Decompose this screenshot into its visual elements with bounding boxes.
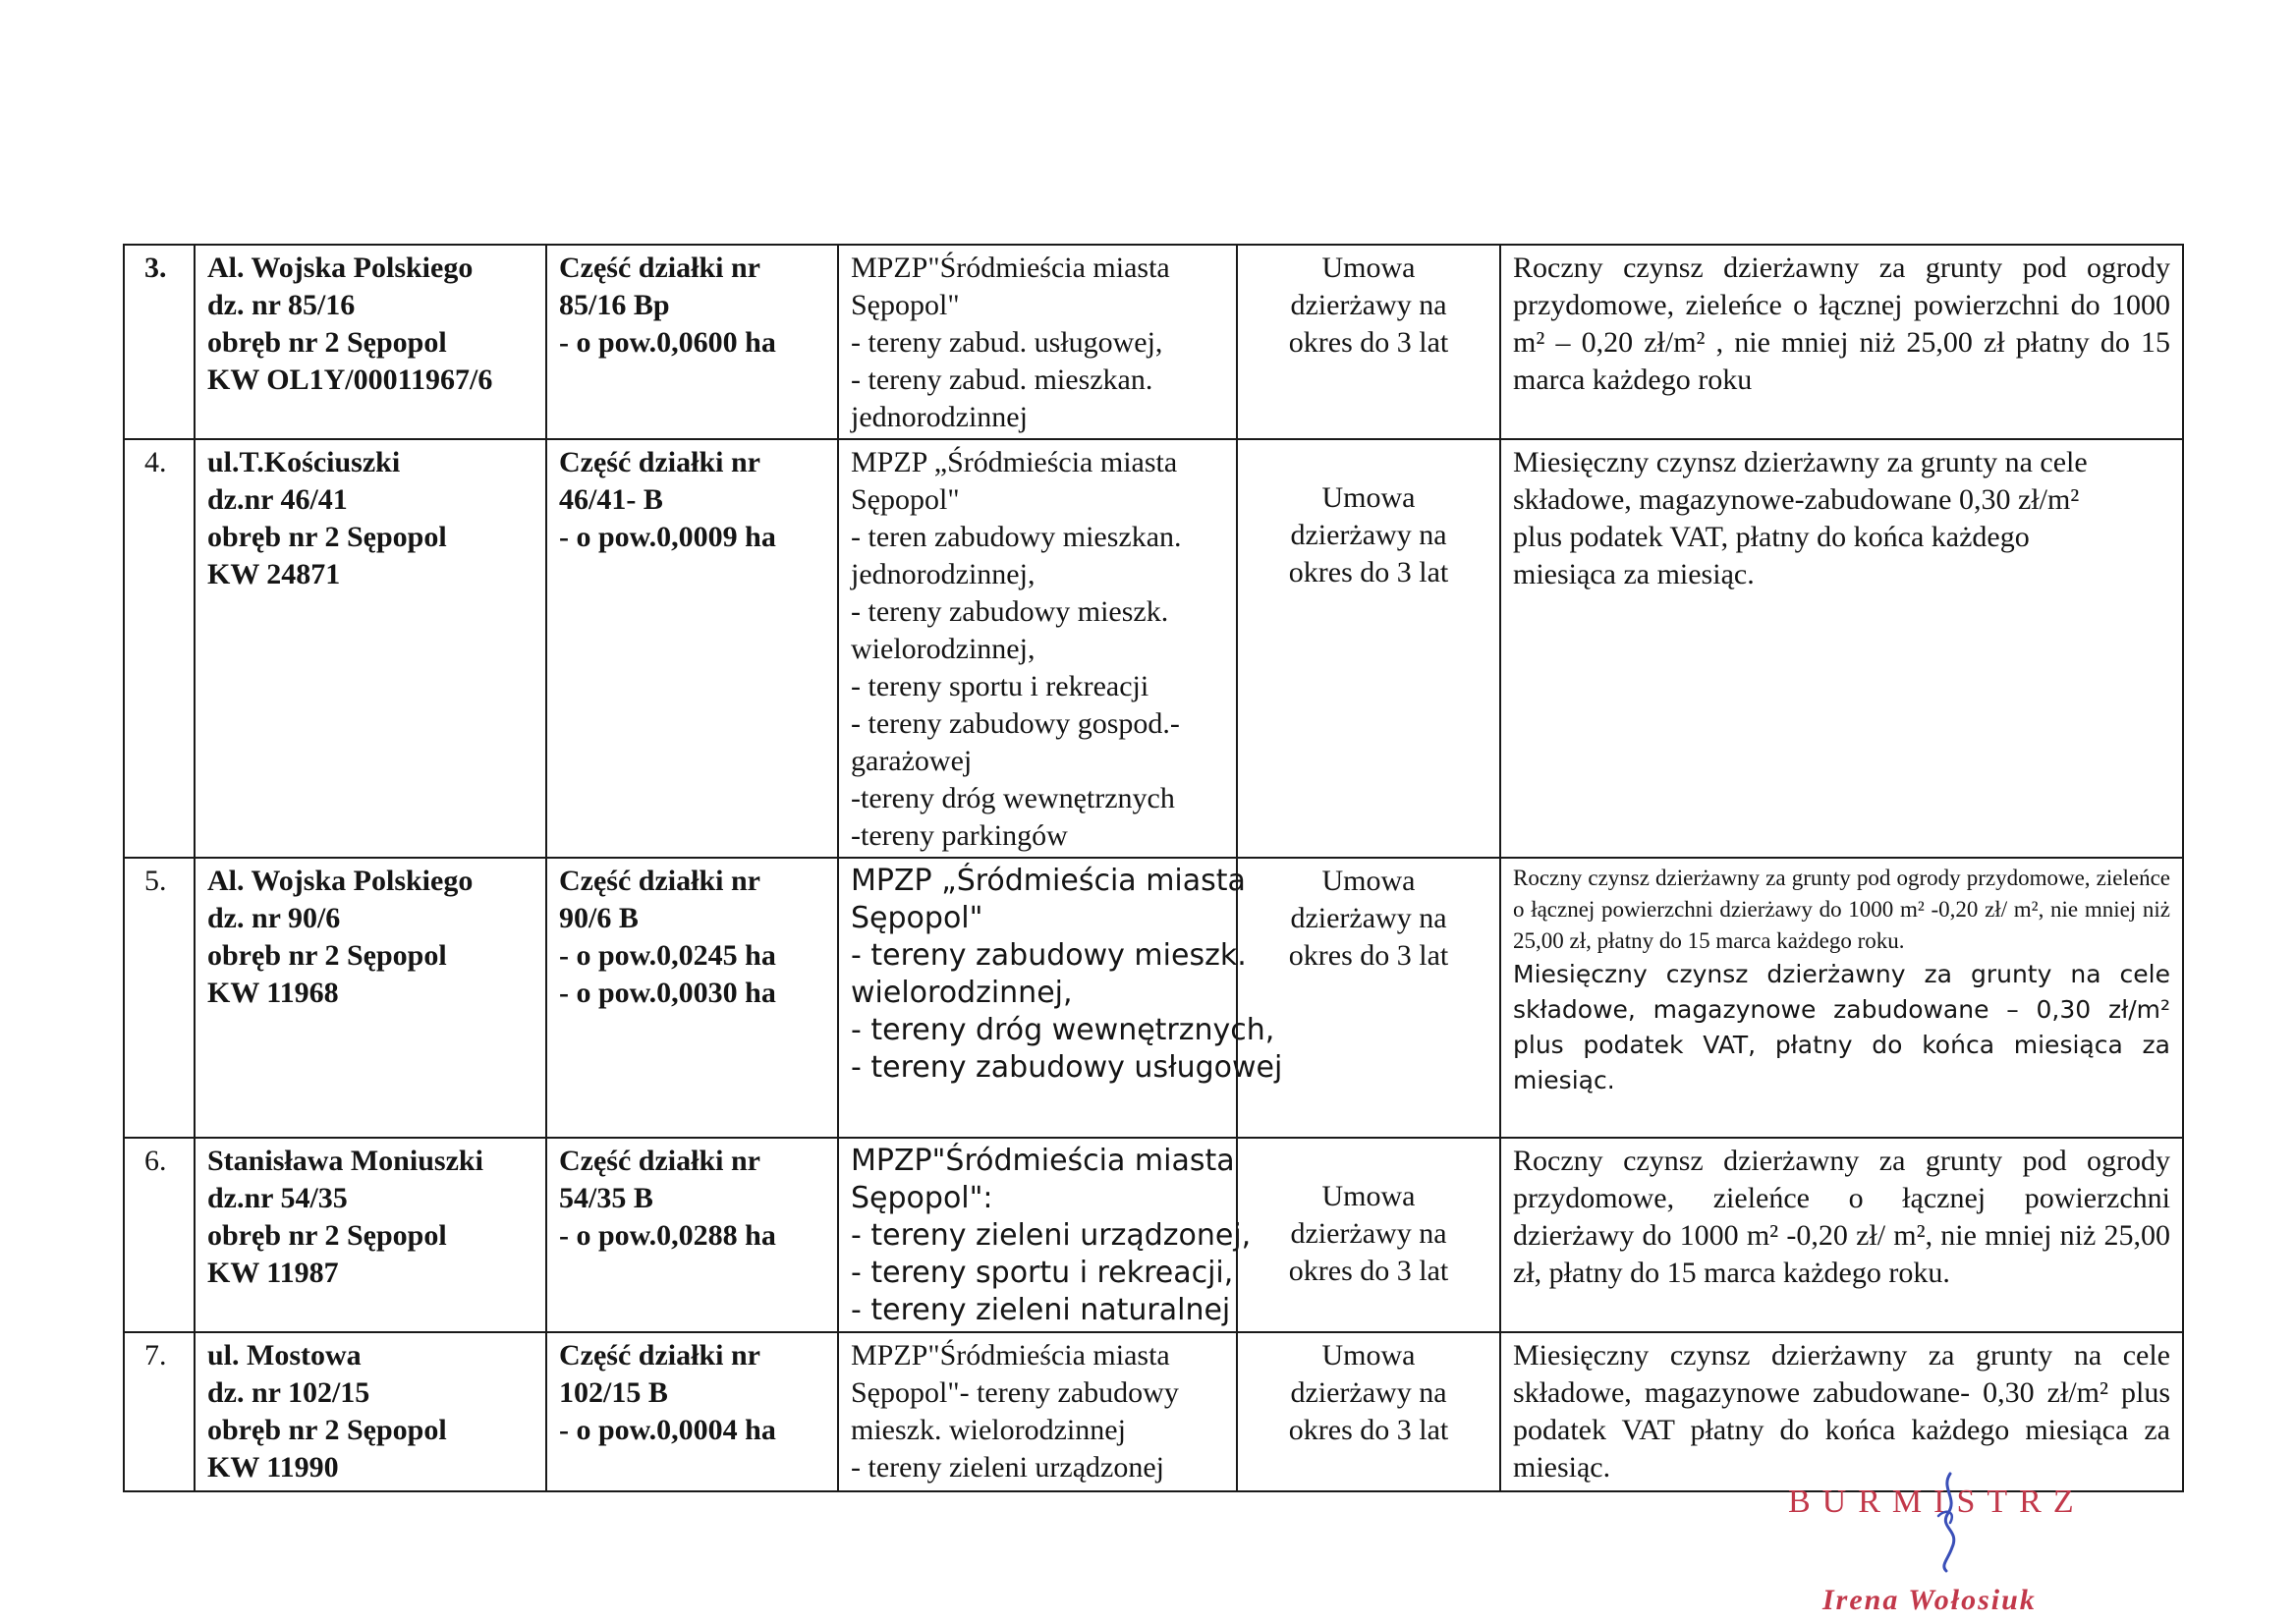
plot-cell xyxy=(546,1138,838,1332)
zoning-line: Sępopol"- tereny zabudowy xyxy=(851,1376,1179,1409)
zoning-line: MPZP"Śródmieścia miasta xyxy=(851,1339,1170,1372)
zoning-line: MPZP"Śródmieścia miasta xyxy=(851,252,1170,284)
location-cell xyxy=(195,439,546,858)
table-row xyxy=(124,1332,2183,1491)
zoning-cell xyxy=(838,1138,1252,1332)
rent-cell: Miesięczny czynsz dzierżawny za grunty na cele składowe, magazynowe zabudowane- 0,30 zł/m² plus podatek VAT płatny do końca każdego miesiąca za miesiąc. xyxy=(1500,1332,2183,1491)
location-precinct: obręb nr 2 Sępopol xyxy=(207,1219,447,1252)
zoning-line: -tereny parkingów xyxy=(851,819,1068,852)
rent-cell xyxy=(1500,858,2183,1138)
zoning-line: MPZP „Śródmieścia miasta xyxy=(851,864,1246,898)
location-plot: dz. nr 85/16 xyxy=(207,289,356,321)
contract-line: Umowa xyxy=(1321,481,1416,514)
contract-cell xyxy=(1237,1332,1500,1491)
plot-line xyxy=(559,250,825,287)
zoning-line: Sępopol" xyxy=(851,483,960,516)
plot-line: Część działki nr xyxy=(559,1145,760,1177)
location-cell xyxy=(195,1332,546,1491)
zoning-line: - tereny zabudowy mieszk. xyxy=(851,595,1169,628)
location-cell xyxy=(195,858,546,1138)
zoning-line: - tereny zieleni urządzonej, xyxy=(851,1218,1252,1253)
plot-line: - o pow.0,0600 ha xyxy=(559,326,776,359)
location-land-register: KW 24871 xyxy=(207,558,341,590)
zoning-cell xyxy=(838,245,1237,439)
contract-line: dzierżawy na xyxy=(1290,289,1447,321)
plot-cell xyxy=(546,858,838,1138)
rent-line: składowe, magazynowe-zabudowane 0,30 zł/m² xyxy=(1513,483,2080,516)
zoning-line: - tereny zabudowy usługowej xyxy=(851,1050,1283,1085)
plot-line: - o pow.0,0004 ha xyxy=(559,1414,776,1446)
zoning-cell xyxy=(838,858,1283,1138)
contract-line: okres do 3 lat xyxy=(1288,556,1449,588)
zoning-line: Sępopol" xyxy=(851,901,983,935)
location-land-register: KW OL1Y/00011967/6 xyxy=(207,364,493,396)
rent-monthly-text: Miesięczny czynsz dzierżawny za grunty na cele składowe, magazynowe zabudowane – 0,30 zł/m² plus podatek VAT, płatny do końca miesiąca za miesiąc. xyxy=(1513,960,2170,1094)
signature-mark xyxy=(1921,1469,1980,1577)
contract-cell xyxy=(1237,245,1500,439)
location-land-register: KW 11968 xyxy=(207,977,339,1009)
rent-annual-text: Roczny czynsz dzierżawny za grunty pod ogrody przydomowe, zieleńce o łącznej powierzchni dzierżawy do 1000 m² -0,20 zł/ m², nie mniej niż 25,00 zł, płatny do 15 marca każdego roku. xyxy=(1513,866,2170,953)
plot-cell xyxy=(546,439,838,858)
zoning-line: -tereny dróg wewnętrznych xyxy=(851,782,1175,814)
plot-cell xyxy=(546,245,838,439)
contract-line: okres do 3 lat xyxy=(1288,326,1449,359)
plot-line: Część działki nr xyxy=(559,865,760,897)
location-street: Al. Wojska Polskiego xyxy=(207,865,474,897)
contract-line: okres do 3 lat xyxy=(1288,939,1449,972)
zoning-cell xyxy=(838,439,1237,858)
contract-cell xyxy=(1237,439,1500,858)
contract-line: okres do 3 lat xyxy=(1288,1255,1449,1287)
plot-line: 46/41- B xyxy=(559,483,663,516)
location-cell xyxy=(195,245,546,439)
contract-cell xyxy=(1237,1138,1500,1332)
table-row xyxy=(124,858,2183,1138)
plot-line: - o pow.0,0009 ha xyxy=(559,521,776,553)
row-number: 3. xyxy=(124,245,195,439)
location-street: Al. Wojska Polskiego xyxy=(207,252,474,284)
row-number: 4. xyxy=(124,439,195,858)
zoning-line: - tereny zieleni urządzonej xyxy=(851,1451,1164,1484)
location-precinct: obręb nr 2 Sępopol xyxy=(207,1414,447,1446)
lease-table xyxy=(123,244,2184,1492)
location-street: Stanisława Moniuszki xyxy=(207,1145,483,1177)
row-number: 7. xyxy=(124,1332,195,1491)
location-plot: dz. nr 102/15 xyxy=(207,1376,370,1409)
zoning-line: jednorodzinnej, xyxy=(851,558,1036,590)
location-land-register: KW 11990 xyxy=(207,1451,339,1484)
rent-cell: Roczny czynsz dzierżawny za grunty pod ogrody przydomowe, zieleńce o łącznej powierzchni do 1000 m² – 0,20 zł/m² , nie mniej niż 25,00 zł płatny do 15 marca każdego roku xyxy=(1500,245,2183,439)
plot-line: Część działki nr xyxy=(559,1339,760,1372)
plot-cell xyxy=(546,1332,838,1491)
zoning-line: Sępopol": xyxy=(851,1181,993,1215)
contract-line: dzierżawy na xyxy=(1290,1376,1447,1409)
zoning-line: - tereny dróg wewnętrznych, xyxy=(851,1013,1275,1047)
zoning-line: - tereny zabud. usługowej, xyxy=(851,326,1163,359)
zoning-cell xyxy=(838,1332,1237,1491)
rent-line: plus podatek VAT, płatny do końca każdego xyxy=(1513,521,2030,553)
plot-line: - o pow.0,0030 ha xyxy=(559,977,776,1009)
zoning-line: - tereny zabudowy mieszk. xyxy=(851,938,1247,973)
zoning-line: wielorodzinnej, xyxy=(851,633,1036,665)
location-precinct: obręb nr 2 Sępopol xyxy=(207,939,447,972)
location-plot: dz.nr 46/41 xyxy=(207,483,348,516)
zoning-line: - tereny zieleni naturalnej xyxy=(851,1293,1231,1327)
contract-line: okres do 3 lat xyxy=(1288,1414,1449,1446)
zoning-line: jednorodzinnej xyxy=(851,401,1028,433)
zoning-line: wielorodzinnej, xyxy=(851,976,1073,1010)
contract-line: Umowa xyxy=(1321,865,1416,897)
zoning-line: MPZP „Śródmieścia miasta xyxy=(851,446,1178,478)
contract-cell xyxy=(1237,858,1500,1138)
plot-line-text: Część działki nr xyxy=(559,252,760,284)
rent-line: miesiąca za miesiąc. xyxy=(1513,558,1755,590)
zoning-line: - tereny sportu i rekreacji, xyxy=(851,1256,1234,1290)
location-street: ul.T.Kościuszki xyxy=(207,446,401,478)
location-precinct: obręb nr 2 Sępopol xyxy=(207,521,447,553)
table-row xyxy=(124,245,2183,439)
plot-line: 54/35 B xyxy=(559,1182,653,1214)
contract-line: dzierżawy na xyxy=(1290,519,1447,551)
contract-line: dzierżawy na xyxy=(1290,902,1447,934)
location-land-register: KW 11987 xyxy=(207,1257,339,1289)
location-street: ul. Mostowa xyxy=(207,1339,362,1372)
row-number: 6. xyxy=(124,1138,195,1332)
contract-line: Umowa xyxy=(1321,252,1416,284)
zoning-line: mieszk. wielorodzinnej xyxy=(851,1414,1126,1446)
rent-line: Miesięczny czynsz dzierżawny za grunty na cele xyxy=(1513,446,2088,478)
contract-line: dzierżawy na xyxy=(1290,1217,1447,1250)
plot-line: 85/16 Bp xyxy=(559,289,670,321)
plot-line: 102/15 B xyxy=(559,1376,668,1409)
table-row xyxy=(124,439,2183,858)
location-cell xyxy=(195,1138,546,1332)
location-precinct: obręb nr 2 Sępopol xyxy=(207,326,447,359)
location-plot: dz. nr 90/6 xyxy=(207,902,341,934)
rent-cell: Roczny czynsz dzierżawny za grunty pod ogrody przydomowe, zieleńce o łącznej powierzchni dzierżawy do 1000 m² -0,20 zł/ m², nie mniej niż 25,00 zł, płatny do 15 marca każdego roku. xyxy=(1500,1138,2183,1332)
plot-line: - o pow.0,0245 ha xyxy=(559,939,776,972)
zoning-line: - tereny sportu i rekreacji xyxy=(851,670,1149,702)
contract-line: Umowa xyxy=(1321,1339,1416,1372)
zoning-line: - tereny zabudowy gospod.- xyxy=(851,707,1180,740)
location-plot: dz.nr 54/35 xyxy=(207,1182,348,1214)
mayor-stamp-title: BURMISTRZ xyxy=(1788,1484,2086,1520)
table-row xyxy=(124,1138,2183,1332)
contract-line: Umowa xyxy=(1321,1180,1416,1212)
zoning-line: - tereny zabud. mieszkan. xyxy=(851,364,1153,396)
rent-cell xyxy=(1500,439,2183,858)
zoning-line: Sępopol" xyxy=(851,289,960,321)
mayor-stamp-name: Irena Wołosiuk xyxy=(1822,1584,2037,1616)
zoning-line: - teren zabudowy mieszkan. xyxy=(851,521,1182,553)
plot-line: Część działki nr xyxy=(559,446,760,478)
zoning-line: MPZP"Śródmieścia miasta xyxy=(851,1144,1235,1178)
zoning-line: garażowej xyxy=(851,745,973,777)
plot-line: - o pow.0,0288 ha xyxy=(559,1219,776,1252)
plot-line: 90/6 B xyxy=(559,902,639,934)
row-number: 5. xyxy=(124,858,195,1138)
